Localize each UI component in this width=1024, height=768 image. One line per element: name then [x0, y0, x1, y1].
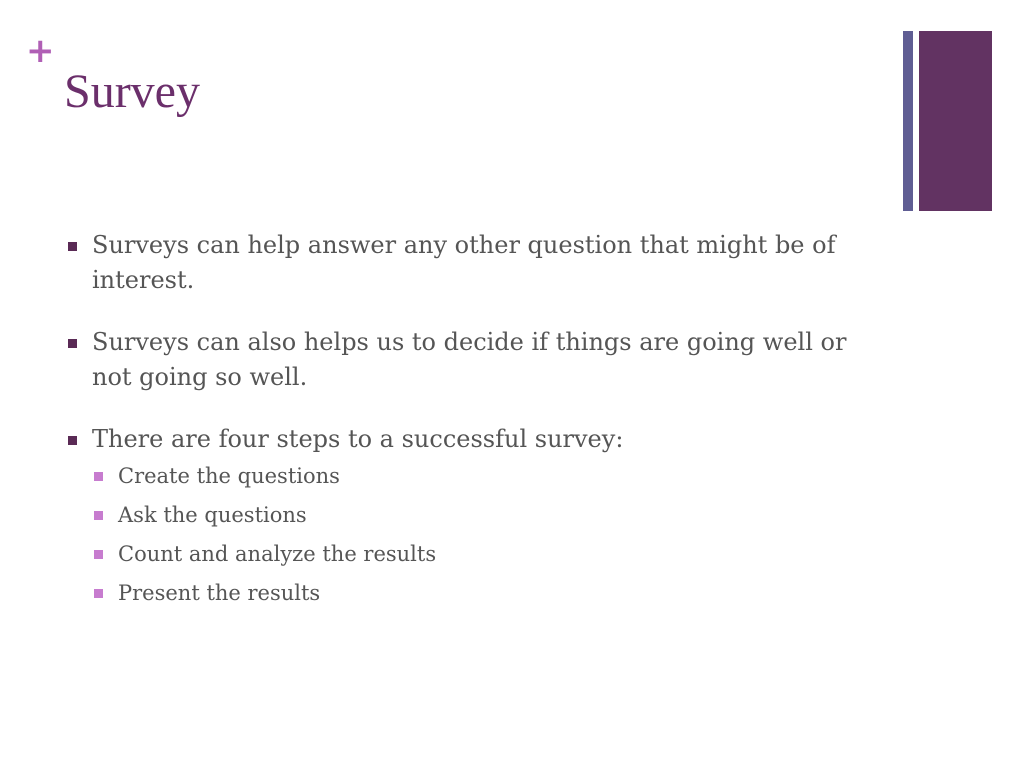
slide-title: Survey [64, 65, 200, 118]
sub-bullet-text: Present the results [118, 581, 321, 605]
bullet-item [66, 422, 886, 457]
square-bullet-icon [68, 436, 77, 445]
square-sub-bullet-icon [94, 589, 103, 598]
square-bullet-icon [68, 339, 77, 348]
sub-bullet-text: Ask the questions [118, 503, 307, 527]
slide-content [66, 228, 886, 617]
square-sub-bullet-icon [94, 511, 103, 520]
plus-icon: + [26, 31, 55, 71]
square-sub-bullet-icon [94, 472, 103, 481]
sub-bullet-item [66, 539, 886, 569]
bullet-text: There are four steps to a successful survey: [92, 425, 624, 453]
bullet-item [66, 325, 886, 395]
bullet-item [66, 228, 886, 298]
sub-bullet-text: Count and analyze the results [118, 542, 437, 566]
bullet-text: Surveys can also helps us to decide if things are going well or not going so well. [92, 328, 847, 391]
decorative-bar-thick [919, 31, 992, 211]
sub-bullet-item [66, 500, 886, 530]
decorative-bar-thin [903, 31, 913, 211]
bullet-text: Surveys can help answer any other question that might be of interest. [92, 231, 836, 294]
sub-bullet-item [66, 578, 886, 608]
sub-bullet-text: Create the questions [118, 464, 340, 488]
square-sub-bullet-icon [94, 550, 103, 559]
square-bullet-icon [68, 242, 77, 251]
sub-bullet-item [66, 461, 886, 491]
